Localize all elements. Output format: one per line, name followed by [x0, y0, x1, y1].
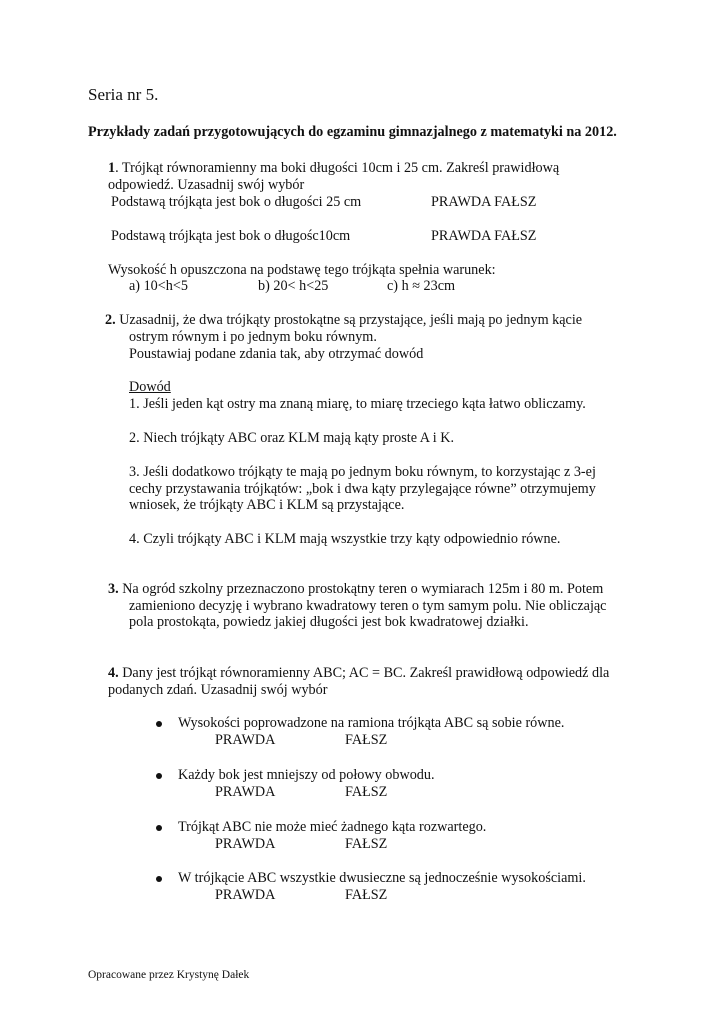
proof-line-1: 1. Jeśli jeden kąt ostry ma znaną miarę, to miarę trzeciego kąta łatwo obliczamy. — [129, 396, 586, 412]
proof-line-3b: cechy przystawania trójkątów: „bok i dwa kąty przylegające równe” otrzymujemy — [129, 481, 596, 497]
task1-line1 — [108, 160, 559, 177]
task1-text: . Trójkąt równoramienny ma boki długości 10cm i 25 cm. Zakreśl prawidłową — [115, 160, 560, 176]
proof-line-2: 2. Niech trójkąty ABC oraz KLM mają kąty proste A i K. — [129, 430, 455, 446]
proof-title: Dowód — [129, 379, 171, 395]
task3-number: 3. — [108, 581, 119, 597]
task1-option-b: b) 20< h<25 — [258, 278, 329, 294]
task4-text: Dany jest trójkąt równoramienny ABC; AC = BC. Zakreśl prawidłową odpowiedź dla — [118, 665, 610, 681]
task4-item-4-true: PRAWDA — [215, 887, 276, 903]
task4-item-1-true: PRAWDA — [215, 732, 276, 748]
task2-number: 2. — [105, 312, 116, 328]
task1-statement-1-answers: PRAWDA FAŁSZ — [431, 194, 537, 210]
task1-statement-1: Podstawą trójkąta jest bok o długości 25 cm — [111, 194, 362, 210]
task1-line2: odpowiedź. Uzasadnij swój wybór — [108, 177, 305, 193]
task2-line1 — [105, 312, 582, 329]
proof-line-4: 4. Czyli trójkąty ABC i KLM mają wszystkie trzy kąty odpowiednio równe. — [129, 531, 561, 547]
task1-option-a: a) 10<h<5 — [129, 278, 188, 294]
task4-item-1-false: FAŁSZ — [345, 732, 388, 748]
proof-line-3c: wniosek, że trójkąty ABC i KLM są przystające. — [129, 497, 405, 513]
task3-line3: pola prostokąta, powiedz jakiej długości jest bok kwadratowej działki. — [129, 614, 529, 630]
bullet-icon — [156, 721, 162, 727]
task3-line2: zamieniono decyzję i wybrano kwadratowy teren o tym samym polu. Nie obliczając — [129, 598, 607, 614]
task2-text: Uzasadnij, że dwa trójkąty prostokątne są przystające, jeśli mają po jednym kącie — [115, 312, 583, 328]
task4-item-4: W trójkącie ABC wszystkie dwusieczne są jednocześnie wysokościami. — [178, 870, 586, 886]
task4-line1 — [108, 665, 609, 682]
task1-statement-2: Podstawą trójkąta jest bok o długośc10cm — [111, 228, 351, 244]
task4-item-2: Każdy bok jest mniejszy od połowy obwodu. — [178, 767, 435, 783]
task4-line2: podanych zdań. Uzasadnij swój wybór — [108, 682, 328, 698]
task4-item-1: Wysokości poprowadzone na ramiona trójkąta ABC są sobie równe. — [178, 715, 565, 731]
bullet-icon — [156, 825, 162, 831]
bullet-icon — [156, 773, 162, 779]
document-title: Przykłady zadań przygotowujących do egzaminu gimnazjalnego z matematyki na 2012. — [88, 124, 617, 140]
task1-height-prompt: Wysokość h opuszczona na podstawę tego trójkąta spełnia warunek: — [108, 262, 496, 278]
task1-option-c: c) h ≈ 23cm — [387, 278, 456, 294]
series-label: Seria nr 5. — [88, 85, 159, 104]
task4-item-3: Trójkąt ABC nie może mieć żadnego kąta rozwartego. — [178, 819, 487, 835]
task2-line3: Poustawiaj podane zdania tak, aby otrzymać dowód — [129, 346, 424, 362]
task1-statement-2-answers: PRAWDA FAŁSZ — [431, 228, 537, 244]
task1-number: 1 — [108, 160, 116, 176]
bullet-icon — [156, 876, 162, 882]
task4-item-2-false: FAŁSZ — [345, 784, 388, 800]
task2-line2: ostrym równym i po jednym boku równym. — [129, 329, 377, 345]
footer-author: Opracowane przez Krystynę Dałek — [88, 969, 250, 981]
task4-item-4-false: FAŁSZ — [345, 887, 388, 903]
task4-item-3-false: FAŁSZ — [345, 836, 388, 852]
proof-line-3: 3. Jeśli dodatkowo trójkąty te mają po jednym boku równym, to korzystając z 3-ej — [129, 464, 596, 480]
task4-item-2-true: PRAWDA — [215, 784, 276, 800]
task3-text: Na ogród szkolny przeznaczono prostokątny teren o wymiarach 125m i 80 m. Potem — [118, 581, 604, 597]
task4-number: 4. — [108, 665, 119, 681]
task4-item-3-true: PRAWDA — [215, 836, 276, 852]
task3-line1 — [108, 581, 603, 598]
